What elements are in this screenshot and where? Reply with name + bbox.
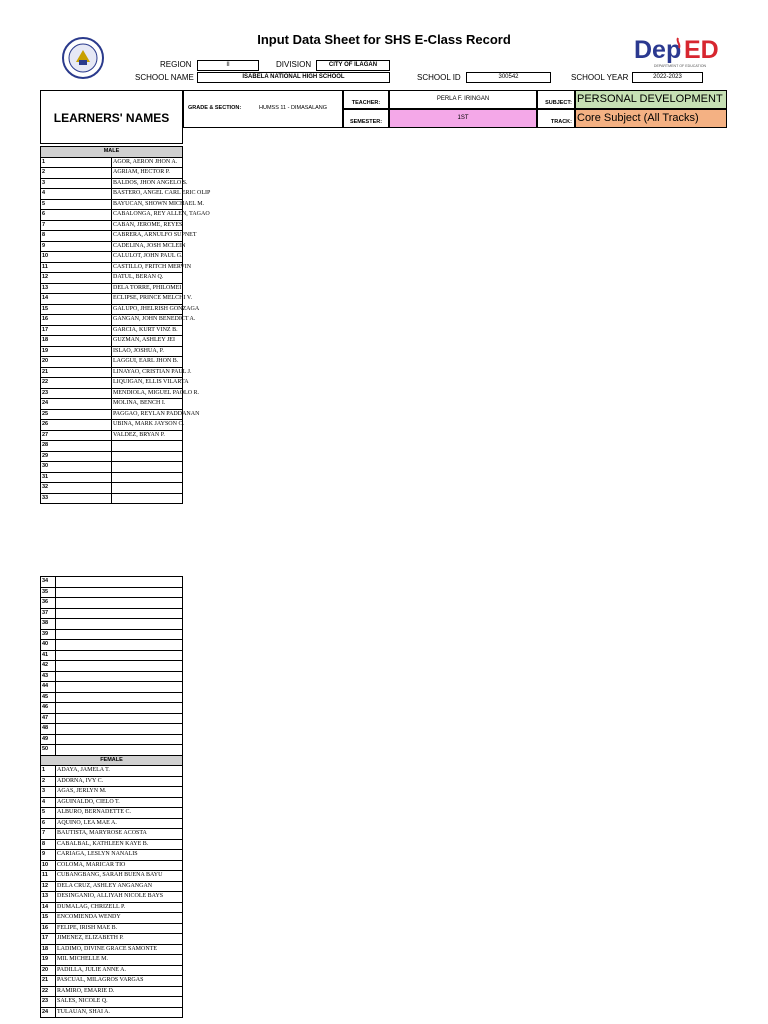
row-number: 11 bbox=[41, 871, 56, 882]
learner-name[interactable]: DUMALAG, CHRIZELL P. bbox=[56, 902, 183, 913]
learner-row bbox=[41, 241, 183, 252]
learner-row bbox=[41, 724, 183, 735]
row-number: 36 bbox=[41, 598, 56, 609]
learners-names-header bbox=[40, 90, 183, 144]
continued-names-table bbox=[40, 576, 183, 1018]
row-number: 38 bbox=[41, 619, 56, 630]
learner-row bbox=[41, 336, 183, 347]
row-number: 31 bbox=[41, 472, 112, 483]
learner-row bbox=[41, 976, 183, 987]
learner-name[interactable]: BAUTISTA, MARYROSE ACOSTA bbox=[56, 829, 183, 840]
learner-row bbox=[41, 346, 183, 357]
section-label: MALE bbox=[41, 147, 183, 158]
learner-row bbox=[41, 776, 183, 787]
row-number: 10 bbox=[41, 860, 56, 871]
semester-value: 1ST bbox=[389, 109, 537, 128]
learner-row bbox=[41, 273, 183, 284]
section-header-row bbox=[41, 755, 183, 766]
learner-row bbox=[41, 178, 183, 189]
row-number: 24 bbox=[41, 399, 112, 410]
row-number: 18 bbox=[41, 336, 112, 347]
learner-row bbox=[41, 587, 183, 598]
learner-row bbox=[41, 829, 183, 840]
learner-row bbox=[41, 378, 183, 389]
learner-row bbox=[41, 367, 183, 378]
grade-section-label: GRADE & SECTION: bbox=[188, 105, 242, 111]
row-number: 17 bbox=[41, 325, 112, 336]
learner-row bbox=[41, 839, 183, 850]
row-number: 19 bbox=[41, 955, 56, 966]
learner-row bbox=[41, 944, 183, 955]
row-number: 8 bbox=[41, 231, 112, 242]
learner-name[interactable]: MENDIOLA, MIGUEL PAOLO R. bbox=[112, 388, 183, 399]
learner-name[interactable]: GALUPO, JHELRISH GONZAGA bbox=[112, 304, 183, 315]
row-number: 37 bbox=[41, 608, 56, 619]
row-number: 6 bbox=[41, 210, 112, 221]
learner-row bbox=[41, 210, 183, 221]
learner-row bbox=[41, 388, 183, 399]
learner-name[interactable] bbox=[56, 577, 183, 588]
learner-name[interactable]: BALDOS, JHON ANGELO S. bbox=[112, 178, 183, 189]
learner-name[interactable] bbox=[56, 598, 183, 609]
learner-name[interactable] bbox=[112, 462, 183, 473]
row-number: 13 bbox=[41, 892, 56, 903]
subject-label-cell: SUBJECT: bbox=[537, 90, 575, 109]
row-number: 13 bbox=[41, 283, 112, 294]
learner-row bbox=[41, 283, 183, 294]
learner-row bbox=[41, 483, 183, 494]
row-number: 27 bbox=[41, 430, 112, 441]
row-number: 44 bbox=[41, 682, 56, 693]
school-name-label: SCHOOL NAME bbox=[135, 73, 194, 82]
grade-section-value: HUMSS 11 - DIMASALANG bbox=[259, 105, 328, 111]
learner-row bbox=[41, 231, 183, 242]
row-number: 2 bbox=[41, 168, 112, 179]
learner-name[interactable]: AGOR, AERON JHON A. bbox=[112, 157, 183, 168]
row-number: 12 bbox=[41, 273, 112, 284]
row-number: 33 bbox=[41, 493, 112, 504]
learner-row bbox=[41, 420, 183, 431]
section-header-row bbox=[41, 147, 183, 158]
row-number: 3 bbox=[41, 178, 112, 189]
learner-name[interactable]: RAMIRO, EMARIE D. bbox=[56, 986, 183, 997]
learner-name[interactable]: PASCUAL, MILAGROS VARGAS bbox=[56, 976, 183, 987]
row-number: 49 bbox=[41, 734, 56, 745]
section-label: FEMALE bbox=[41, 755, 183, 766]
learner-name[interactable]: ECLIPSE, PRINCE MELCHI V. bbox=[112, 294, 183, 305]
learner-row bbox=[41, 850, 183, 861]
learner-name[interactable]: ALBURO, BERNADETTE C. bbox=[56, 808, 183, 819]
learner-name[interactable] bbox=[56, 703, 183, 714]
row-number: 30 bbox=[41, 462, 112, 473]
learner-name[interactable] bbox=[56, 650, 183, 661]
learner-row bbox=[41, 325, 183, 336]
row-number: 45 bbox=[41, 692, 56, 703]
learner-name[interactable]: UBINA, MARK JAYSON C. bbox=[112, 420, 183, 431]
row-number: 6 bbox=[41, 818, 56, 829]
learner-row bbox=[41, 608, 183, 619]
learner-row bbox=[41, 304, 183, 315]
learner-name[interactable]: ENCOMIENDA WENDY bbox=[56, 913, 183, 924]
row-number: 9 bbox=[41, 850, 56, 861]
row-number: 40 bbox=[41, 640, 56, 651]
learner-row bbox=[41, 629, 183, 640]
learner-name[interactable] bbox=[112, 472, 183, 483]
row-number: 18 bbox=[41, 944, 56, 955]
row-number: 46 bbox=[41, 703, 56, 714]
learner-name[interactable]: DELA CRUZ, ASHLEY ANGANGAN bbox=[56, 881, 183, 892]
row-number: 14 bbox=[41, 902, 56, 913]
row-number: 42 bbox=[41, 661, 56, 672]
male-names-table bbox=[40, 146, 211, 504]
row-number: 23 bbox=[41, 388, 112, 399]
learner-row bbox=[41, 619, 183, 630]
learner-name[interactable] bbox=[56, 745, 183, 756]
row-number: 28 bbox=[41, 441, 112, 452]
learner-row bbox=[41, 472, 183, 483]
learner-name[interactable]: AGUINALDO, CIELO T. bbox=[56, 797, 183, 808]
learner-name[interactable]: LINAYAO, CRISTIAN PAUL J. bbox=[112, 367, 183, 378]
learner-name[interactable]: SALES, NICOLE Q. bbox=[56, 997, 183, 1008]
row-number: 34 bbox=[41, 577, 56, 588]
learner-row bbox=[41, 168, 183, 179]
learner-name[interactable] bbox=[112, 483, 183, 494]
learner-name[interactable] bbox=[56, 629, 183, 640]
learner-name[interactable]: CASTILLO, FRITCH MERVIN bbox=[112, 262, 183, 273]
learner-name[interactable]: GARCIA, KURT VINZ B. bbox=[112, 325, 183, 336]
school-name-value: ISABELA NATIONAL HIGH SCHOOL bbox=[197, 72, 390, 83]
learner-row bbox=[41, 1007, 183, 1018]
learner-name[interactable]: DESINGANIO, ALLIYAH NICOLE BAYS bbox=[56, 892, 183, 903]
learner-row bbox=[41, 220, 183, 231]
learner-row bbox=[41, 902, 183, 913]
grade-section-cell bbox=[183, 90, 343, 128]
svg-text:DEPARTMENT OF EDUCATION: DEPARTMENT OF EDUCATION bbox=[653, 64, 707, 68]
learner-name[interactable]: MOLINA, BENCH I. bbox=[112, 399, 183, 410]
row-number: 22 bbox=[41, 378, 112, 389]
teacher-value: PERLA F. IRINGAN bbox=[389, 90, 537, 109]
learner-name[interactable]: TULAUAN, SHAI A. bbox=[56, 1007, 183, 1018]
region-label: REGION bbox=[160, 60, 192, 69]
learner-name[interactable]: AQUINO, LEA MAE A. bbox=[56, 818, 183, 829]
learner-name[interactable] bbox=[56, 608, 183, 619]
learner-row bbox=[41, 818, 183, 829]
row-number: 23 bbox=[41, 997, 56, 1008]
learner-row bbox=[41, 986, 183, 997]
region-value: II bbox=[197, 60, 259, 71]
row-number: 50 bbox=[41, 745, 56, 756]
learner-name[interactable] bbox=[56, 713, 183, 724]
row-number: 15 bbox=[41, 913, 56, 924]
learner-row bbox=[41, 692, 183, 703]
row-number: 29 bbox=[41, 451, 112, 462]
learner-row bbox=[41, 787, 183, 798]
learner-name[interactable]: BAYUCAN, SHOWN MICHAEL M. bbox=[112, 199, 183, 210]
learner-row bbox=[41, 923, 183, 934]
learner-name[interactable]: CUBANGBANG, SARAH BUENA BAYU bbox=[56, 871, 183, 882]
learner-name[interactable]: COLOMA, MARICAR TIO bbox=[56, 860, 183, 871]
learner-row bbox=[41, 462, 183, 473]
learner-name[interactable]: ADAYA, JAMELA T. bbox=[56, 766, 183, 777]
learner-name[interactable]: BASTERO, ANGEL CARL ERIC OLIP bbox=[112, 189, 183, 200]
learner-name[interactable] bbox=[112, 451, 183, 462]
learner-name[interactable] bbox=[56, 661, 183, 672]
learner-row bbox=[41, 682, 183, 693]
row-number: 48 bbox=[41, 724, 56, 735]
learner-name[interactable]: FELIPE, IRISH MAE B. bbox=[56, 923, 183, 934]
learner-row bbox=[41, 965, 183, 976]
page-title: Input Data Sheet for SHS E-Class Record bbox=[257, 32, 511, 47]
row-number: 5 bbox=[41, 199, 112, 210]
learner-row bbox=[41, 315, 183, 326]
learner-name[interactable] bbox=[56, 734, 183, 745]
row-number: 3 bbox=[41, 787, 56, 798]
track-label-cell: TRACK: bbox=[537, 109, 575, 128]
subject-value: PERSONAL DEVELOPMENT bbox=[575, 90, 727, 109]
learner-name[interactable]: PAGGAO, REYLAN PADDANAN bbox=[112, 409, 183, 420]
learner-row bbox=[41, 797, 183, 808]
learner-row bbox=[41, 734, 183, 745]
row-number: 12 bbox=[41, 881, 56, 892]
learner-row bbox=[41, 199, 183, 210]
learner-name[interactable] bbox=[56, 692, 183, 703]
learner-row bbox=[41, 493, 183, 504]
learner-row bbox=[41, 430, 183, 441]
row-number: 2 bbox=[41, 776, 56, 787]
row-number: 22 bbox=[41, 986, 56, 997]
learner-row bbox=[41, 650, 183, 661]
learner-name[interactable]: GANGAN, JOHN BENEDICT A. bbox=[112, 315, 183, 326]
learner-row bbox=[41, 745, 183, 756]
row-number: 5 bbox=[41, 808, 56, 819]
learner-row bbox=[41, 441, 183, 452]
deped-logo-icon bbox=[632, 32, 728, 70]
learner-row bbox=[41, 189, 183, 200]
learner-name[interactable]: ISLAO, JOSHUA, P. bbox=[112, 346, 183, 357]
learner-row bbox=[41, 409, 183, 420]
learner-name[interactable]: VALDEZ, BRYAN P. bbox=[112, 430, 183, 441]
learner-row bbox=[41, 671, 183, 682]
learner-name[interactable]: ADORNA, IVY C. bbox=[56, 776, 183, 787]
learners-names-label: LEARNERS' NAMES bbox=[53, 111, 170, 125]
row-number: 32 bbox=[41, 483, 112, 494]
row-number: 10 bbox=[41, 252, 112, 263]
learner-name[interactable]: MIL MICHELLE M. bbox=[56, 955, 183, 966]
learner-name[interactable]: DATUL, BERAN Q. bbox=[112, 273, 183, 284]
learner-row bbox=[41, 451, 183, 462]
learner-row bbox=[41, 157, 183, 168]
row-number: 16 bbox=[41, 923, 56, 934]
row-number: 43 bbox=[41, 671, 56, 682]
learner-row bbox=[41, 860, 183, 871]
row-number: 21 bbox=[41, 976, 56, 987]
learner-row bbox=[41, 713, 183, 724]
svg-text:ED: ED bbox=[684, 36, 719, 64]
learner-row bbox=[41, 881, 183, 892]
learner-row bbox=[41, 294, 183, 305]
track-value: Core Subject (All Tracks) bbox=[575, 109, 727, 128]
row-number: 14 bbox=[41, 294, 112, 305]
semester-label-cell: SEMESTER: bbox=[343, 109, 389, 128]
teacher-label-cell: TEACHER: bbox=[343, 90, 389, 109]
learner-name[interactable]: LADIMO, DIVINE GRACE SAMONTE bbox=[56, 944, 183, 955]
row-number: 9 bbox=[41, 241, 112, 252]
division-label: DIVISION bbox=[276, 60, 312, 69]
school-year-label: SCHOOL YEAR bbox=[571, 73, 629, 82]
row-number: 8 bbox=[41, 839, 56, 850]
learner-name[interactable]: CABALONGA, REY ALLEN, TAGAO bbox=[112, 210, 183, 221]
learner-name[interactable] bbox=[56, 724, 183, 735]
row-number: 20 bbox=[41, 965, 56, 976]
learner-row bbox=[41, 598, 183, 609]
learner-name[interactable]: CADELINA, JOSH MCLEIN bbox=[112, 241, 183, 252]
learner-row bbox=[41, 262, 183, 273]
learner-name[interactable] bbox=[56, 640, 183, 651]
row-number: 1 bbox=[41, 157, 112, 168]
learner-name[interactable]: CABALBAL, KATHLEEN KAYE B. bbox=[56, 839, 183, 850]
learner-row bbox=[41, 766, 183, 777]
row-number: 7 bbox=[41, 220, 112, 231]
row-number: 41 bbox=[41, 650, 56, 661]
row-number: 1 bbox=[41, 766, 56, 777]
division-value: CITY OF ILAGAN bbox=[316, 60, 390, 71]
school-id-value: 300542 bbox=[466, 72, 551, 83]
row-number: 4 bbox=[41, 189, 112, 200]
row-number: 19 bbox=[41, 346, 112, 357]
learner-row bbox=[41, 640, 183, 651]
row-number: 15 bbox=[41, 304, 112, 315]
learner-name[interactable]: JIMENEZ, ELIZABETH P. bbox=[56, 934, 183, 945]
row-number: 24 bbox=[41, 1007, 56, 1018]
learner-name[interactable]: CABAN, JEROME, REYES bbox=[112, 220, 183, 231]
learner-name[interactable] bbox=[56, 671, 183, 682]
row-number: 4 bbox=[41, 797, 56, 808]
learner-name[interactable] bbox=[112, 493, 183, 504]
learner-row bbox=[41, 955, 183, 966]
row-number: 39 bbox=[41, 629, 56, 640]
svg-text:Dep: Dep bbox=[634, 36, 682, 64]
learner-name[interactable]: GUZMAN, ASHLEY JEI bbox=[112, 336, 183, 347]
learner-name[interactable]: CARIAGA, LESLYN NANALIS bbox=[56, 850, 183, 861]
deped-seal-icon bbox=[52, 36, 114, 80]
learner-row bbox=[41, 892, 183, 903]
learner-row bbox=[41, 399, 183, 410]
learner-name[interactable]: LIQUIGAN, ELLIS VILARTA bbox=[112, 378, 183, 389]
learner-name[interactable] bbox=[56, 682, 183, 693]
row-number: 47 bbox=[41, 713, 56, 724]
learner-name[interactable]: AGRIAM, HECTOR P. bbox=[112, 168, 183, 179]
school-year-value: 2022-2023 bbox=[632, 72, 703, 83]
row-number: 25 bbox=[41, 409, 112, 420]
learner-row bbox=[41, 871, 183, 882]
learner-name[interactable] bbox=[56, 587, 183, 598]
row-number: 20 bbox=[41, 357, 112, 368]
learner-row bbox=[41, 703, 183, 714]
row-number: 7 bbox=[41, 829, 56, 840]
row-number: 17 bbox=[41, 934, 56, 945]
learner-name[interactable] bbox=[56, 619, 183, 630]
learner-name[interactable] bbox=[112, 441, 183, 452]
row-number: 11 bbox=[41, 262, 112, 273]
learner-name[interactable]: PADILLA, JULIE ANNE A. bbox=[56, 965, 183, 976]
row-number: 35 bbox=[41, 587, 56, 598]
learner-row bbox=[41, 997, 183, 1008]
learner-row bbox=[41, 661, 183, 672]
learner-row bbox=[41, 808, 183, 819]
learner-row bbox=[41, 934, 183, 945]
learner-name[interactable]: AGAS, JERLYN M. bbox=[56, 787, 183, 798]
school-id-label: SCHOOL ID bbox=[417, 73, 461, 82]
learner-name[interactable]: LAGGUI, EARL JHON B. bbox=[112, 357, 183, 368]
learner-name[interactable]: DELA TORRE, PHILOMEI bbox=[112, 283, 183, 294]
learner-row bbox=[41, 357, 183, 368]
learner-row bbox=[41, 252, 183, 263]
learner-row bbox=[41, 913, 183, 924]
row-number: 16 bbox=[41, 315, 112, 326]
row-number: 26 bbox=[41, 420, 112, 431]
learner-name[interactable]: CALULOT, JOHN PAUL G. bbox=[112, 252, 183, 263]
row-number: 21 bbox=[41, 367, 112, 378]
learner-name[interactable]: CABRERA, ARNULFO SUPNET bbox=[112, 231, 183, 242]
learner-row bbox=[41, 577, 183, 588]
